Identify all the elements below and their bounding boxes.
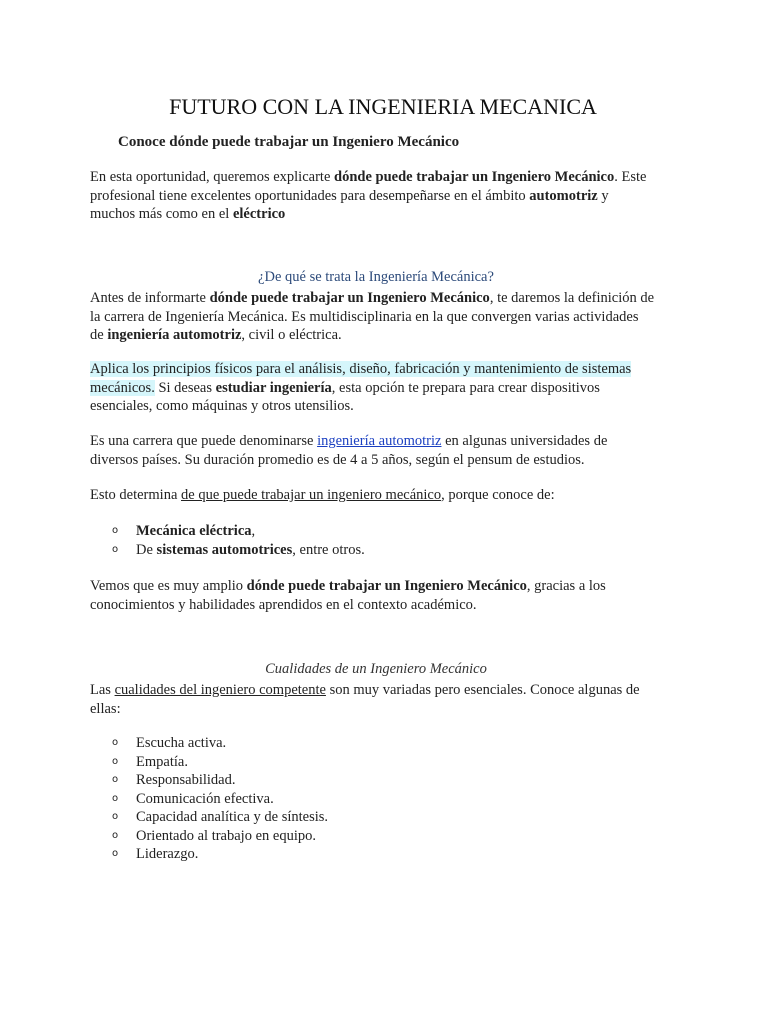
intro-paragraph xyxy=(90,168,682,224)
text: diversos países. Su duración promedio es de 4 a 5 años, según el pensum de estudios. xyxy=(90,451,585,468)
bullet-icon: o xyxy=(112,755,119,767)
text: muchos más como en el xyxy=(90,206,233,222)
definition-paragraph xyxy=(90,289,682,345)
bold-text: Mecánica eléctrica xyxy=(136,523,252,539)
text: , civil o eléctrica. xyxy=(241,327,342,343)
section-heading-que-es: ¿De qué se trata la Ingeniería Mecánica? xyxy=(258,269,494,285)
qualities-list xyxy=(112,734,328,864)
text: Vemos que es muy amplio xyxy=(90,578,247,594)
list-item-text: Capacidad analítica y de síntesis. xyxy=(136,809,329,825)
bullet-icon: o xyxy=(112,525,119,536)
text: En esta oportunidad, queremos explicarte xyxy=(90,169,335,185)
text: , esta opción te prepara para crear dispositivos xyxy=(331,379,600,396)
bullet-icon: o xyxy=(112,792,119,804)
bold-text: sistemas automotrices xyxy=(156,541,293,558)
career-paragraph xyxy=(90,432,682,469)
bold-text: dónde puede trabajar un Ingeniero Mecánico xyxy=(209,290,490,306)
text: Esto determina xyxy=(90,487,182,503)
page-subtitle: Conoce dónde puede trabajar un Ingeniero Mecánico xyxy=(118,134,460,150)
text: Las xyxy=(90,682,115,698)
determina-paragraph xyxy=(90,486,682,505)
text: , xyxy=(251,523,256,539)
text: ellas: xyxy=(90,700,121,717)
text: de xyxy=(90,327,108,343)
text: , entre otros. xyxy=(292,541,365,558)
text: son muy variadas pero esenciales. Conoce algunas de xyxy=(325,682,640,698)
text: Si deseas xyxy=(154,379,216,396)
page-title: FUTURO CON LA INGENIERIA MECANICA xyxy=(169,94,597,119)
section-heading-cualidades: Cualidades de un Ingeniero Mecánico xyxy=(265,661,487,677)
text: , te daremos la definición de xyxy=(489,290,655,306)
text: . Este xyxy=(614,169,647,185)
bullet-icon: o xyxy=(112,737,119,748)
bullet-icon: o xyxy=(112,774,119,785)
list-item xyxy=(112,771,328,790)
bullet-icon: o xyxy=(112,543,119,555)
list-item-text: Empatía. xyxy=(136,753,188,770)
bullet-icon: o xyxy=(112,811,119,822)
ingenieria-automotriz-link[interactable]: ingeniería automotriz xyxy=(317,433,442,449)
text: esenciales, como máquinas y otros utensilios. xyxy=(90,398,354,414)
text: conocimientos y habilidades aprendidos en el contexto académico. xyxy=(90,596,477,613)
underlined-text: de que puede trabajar un ingeniero mecánico xyxy=(181,487,442,503)
list-item xyxy=(112,734,328,753)
principles-paragraph xyxy=(90,360,682,416)
list-item-text: Escucha activa. xyxy=(136,735,227,751)
bold-text: estudiar ingeniería xyxy=(215,379,332,396)
text: De xyxy=(136,541,157,558)
bullet-icon: o xyxy=(112,848,119,859)
bold-text: dónde puede trabajar un Ingeniero Mecánico xyxy=(246,578,527,594)
knowledge-list xyxy=(112,522,365,559)
list-item xyxy=(112,753,328,772)
text: Es una carrera que puede denominarse xyxy=(90,433,318,449)
list-item xyxy=(112,845,328,864)
list-item xyxy=(112,522,365,541)
bold-text: automotriz xyxy=(529,187,598,204)
text: la carrera de Ingeniería Mecánica. Es multidisciplinaria en la que convergen varias actividades xyxy=(90,308,639,325)
bold-text: ingeniería automotriz xyxy=(107,327,242,343)
list-item xyxy=(112,541,365,560)
list-item-text: Comunicación efectiva. xyxy=(136,790,274,807)
list-item xyxy=(112,790,328,809)
highlighted-text: Aplica los principios físicos para el análisis, diseño, fabricación y mantenimiento de sistemas xyxy=(90,361,632,377)
text: , porque conoce de: xyxy=(441,487,555,503)
list-item xyxy=(112,827,328,846)
text: y xyxy=(597,187,609,204)
list-item-text: Liderazgo. xyxy=(136,846,199,862)
text: , gracias a los xyxy=(526,578,606,594)
highlighted-text: mecánicos. xyxy=(90,379,155,396)
text: Antes de informarte xyxy=(90,290,210,306)
list-item-text: Responsabilidad. xyxy=(136,772,236,788)
text: en algunas universidades de xyxy=(441,433,608,449)
underlined-text: cualidades del ingeniero competente xyxy=(114,682,326,698)
amplio-paragraph xyxy=(90,577,682,614)
list-item-text: Orientado al trabajo en equipo. xyxy=(136,827,316,844)
bold-text: dónde puede trabajar un Ingeniero Mecánico xyxy=(334,169,615,185)
bullet-icon: o xyxy=(112,829,119,841)
text: profesional tiene excelentes oportunidades para desempeñarse en el ámbito xyxy=(90,187,530,204)
list-item xyxy=(112,808,328,827)
bold-text: eléctrico xyxy=(232,206,286,222)
cualidades-paragraph xyxy=(90,681,682,718)
